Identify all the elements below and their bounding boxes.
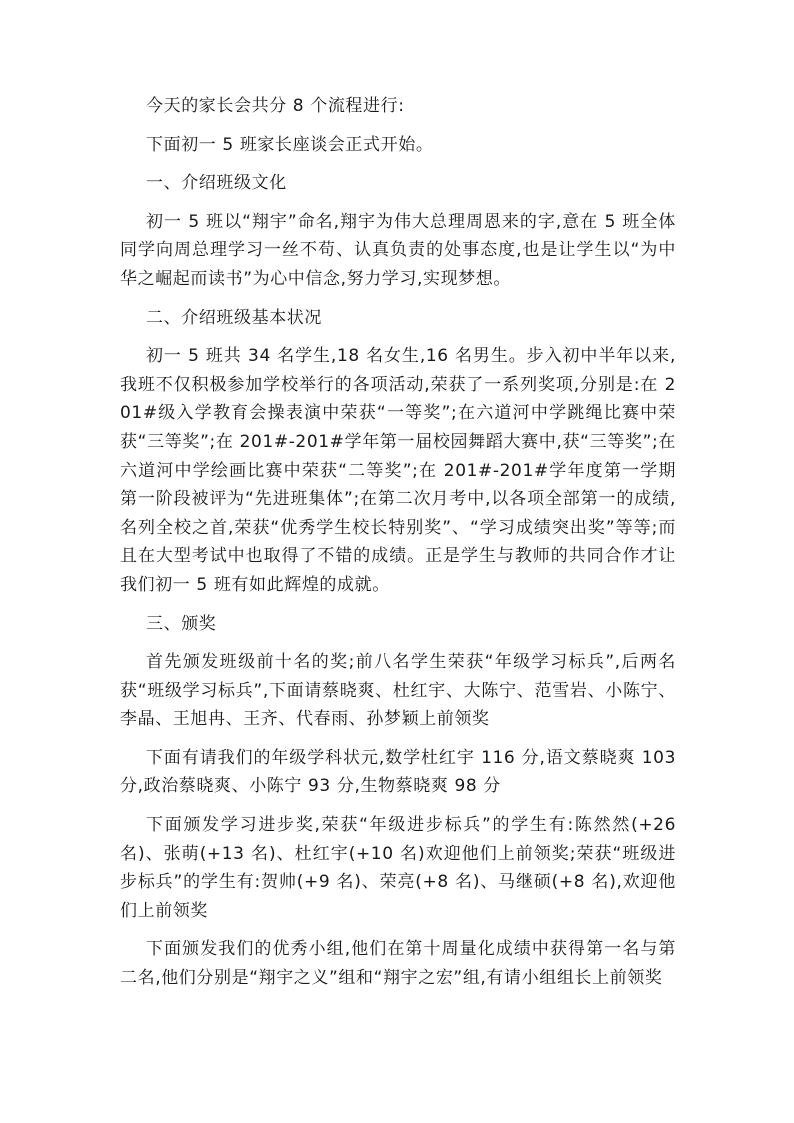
heading-class-culture: 一、介绍班级文化 <box>146 173 287 194</box>
paragraph-progress-awards: 下面颁发学习进步奖,荣获“年级进步标兵”的学生有:陈然然(+26 名)、张萌(+13 名)、杜红宇(+10 名)欢迎他们上前领奖;荣获“班级进步标兵”的学生有:贺帅(+9 名)、荣亮(+8 名)、马继硕(+8 名),欢迎他们上前领奖 <box>120 815 676 921</box>
paragraph-subject-champions: 下面有请我们的年级学科状元,数学杜红宇 116 分,语文蔡晓爽 103 分,政治蔡晓爽、小陈宁 93 分,生物蔡晓爽 98 分 <box>120 747 676 797</box>
document-body <box>120 92 676 993</box>
paragraph-top-ten-awards: 首先颁发班级前十名的奖;前八名学生荣获“年级学习标兵”,后两名获“班级学习标兵”,下面请蔡晓爽、杜红宇、大陈宁、范雪岩、小陈宁、李晶、王旭冉、王齐、代春雨、孙梦颖上前领奖 <box>120 652 676 730</box>
paragraph-group-awards: 下面颁发我们的优秀小组,他们在第十周量化成绩中获得第一名与第二名,他们分别是“翔宇之义”组和“翔宇之宏”组,有请小组组长上前领奖 <box>120 939 676 989</box>
paragraph-opening: 下面初一 5 班家长座谈会正式开始。 <box>146 134 434 155</box>
paragraph-intro: 今天的家长会共分 8 个流程进行: <box>146 96 405 116</box>
paragraph-class-status: 初一 5 班共 34 名学生,18 名女生,16 名男生。步入初中半年以来,我班不仅积极参加学校举行的各项活动,荣获了一系列奖项,分别是:在 201#级入学教育会操表演中荣获“一等奖”;在六道河中学跳绳比赛中荣获“三等奖”;在 201#-201#学年第一届校园舞蹈大赛中,获“三等奖”;在六道河中学绘画比赛中荣获“二等奖”;在 201#-201#学年度第一学期第一阶段被评为“先进班集体”;在第二次月考中,以各项全部第一的成绩,名列全校之首,荣获“优秀学生校长特别奖”、“学习成绩突出奖”等等;而且在大型考试中也取得了不错的成绩。正是学生与教师的共同合作才让我们初一 5 班有如此辉煌的成就。 <box>120 346 676 595</box>
heading-class-status: 二、介绍班级基本状况 <box>146 307 322 328</box>
heading-awards: 三、颁奖 <box>146 613 217 634</box>
paragraph-class-culture: 初一 5 班以“翔宇”命名,翔宇为伟大总理周恩来的字,意在 5 班全体同学向周总理学习一丝不苟、认真负责的处事态度,也是让学生以“为中华之崛起而读书”为心中信念,努力学习,实现梦想。 <box>120 211 676 289</box>
